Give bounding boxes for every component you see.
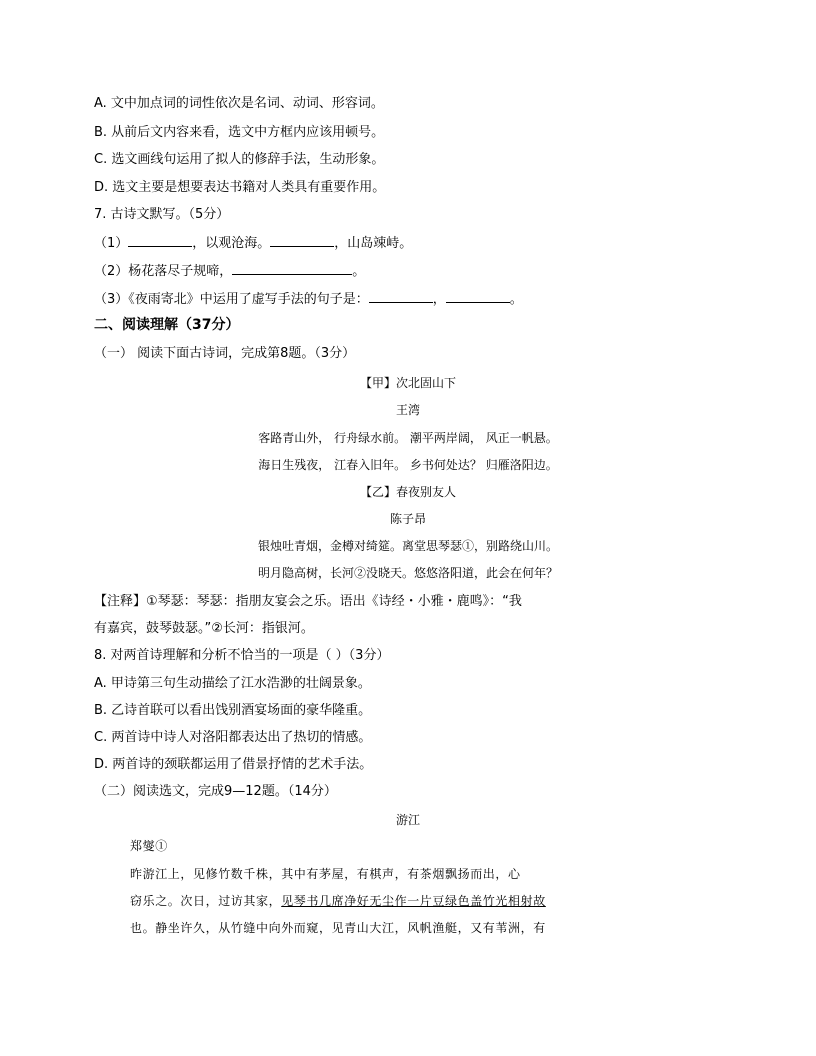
answer-blank <box>270 233 334 247</box>
q7-item-1 <box>94 233 412 253</box>
poem-jia-author: 王湾 <box>395 403 420 417</box>
q7-item2-end: 。 <box>352 264 366 279</box>
q7-item1-end: ，山岛竦峙。 <box>334 236 413 251</box>
q7-item2-prefix: （2）杨花落尽子规啼， <box>94 264 233 279</box>
answer-blank <box>232 261 352 275</box>
q7-item-3 <box>94 289 523 309</box>
q7-item3-end: 。 <box>509 292 523 307</box>
passage-author: 郑燮① <box>130 839 168 853</box>
passage-title: 游江 <box>395 813 420 827</box>
q7-item3-prefix: （3）《夜雨寄北》中运用了虚写手法的句子是： <box>94 292 369 307</box>
answer-blank <box>446 289 510 303</box>
answer-blank <box>128 233 192 247</box>
passage-line-2-start: 窃乐之。次日，过访其家， <box>130 894 282 908</box>
notes-line-1: 【注释】①琴瑟：琴瑟：指朋友宴会之乐。语出《诗经・小雅・鹿鸣》：“我 <box>94 594 522 609</box>
q8-option-c: C. 两首诗中诗人对洛阳都表达出了热切的情感。 <box>94 730 372 745</box>
q6-option-c: C. 选文画线句运用了拟人的修辞手法，生动形象。 <box>94 152 385 167</box>
passage-line-1: 昨游江上，见修竹数千株，其中有茅屋，有棋声，有茶烟飘扬而出，心 <box>130 867 521 881</box>
q8-title: 8. 对两首诗理解和分析不恰当的一项是（ ）（3分） <box>94 648 390 663</box>
q6-option-b: B. 从前后文内容来看，选文中方框内应该用顿号。 <box>94 125 385 140</box>
q6-option-d: D. 选文主要是想要表达书籍对人类具有重要作用。 <box>94 180 386 195</box>
part-2-intro: （二）阅读选文，完成9—12题。（14分） <box>94 784 337 799</box>
q8-option-a: A. 甲诗第三句生动描绘了江水浩渺的壮阔景象。 <box>94 676 371 691</box>
notes-line-2: 有嘉宾，鼓琴鼓瑟。”②长河：指银河。 <box>94 621 314 636</box>
poem-yi-line-1: 银烛吐青烟，金樽对绮筵。离堂思琴瑟①，别路绕山川。 <box>257 539 558 553</box>
passage-line-3: 也。静坐许久，从竹缝中向外而窥，见青山大江，风帆渔艇，又有苇洲，有 <box>130 921 546 935</box>
part-1-intro: （一） 阅读下面古诗词，完成第8题。（3分） <box>94 346 356 361</box>
poem-jia-title: 【甲】次北固山下 <box>359 376 456 390</box>
q8-option-d: D. 两首诗的颈联都运用了借景抒情的艺术手法。 <box>94 757 373 772</box>
q7-item1-prefix: （1） <box>94 236 129 251</box>
q7-title: 7. 古诗文默写。（5分） <box>94 207 230 222</box>
passage-line-2 <box>130 893 546 909</box>
q7-item1-mid: ，以观沧海。 <box>192 236 271 251</box>
answer-blank <box>369 289 433 303</box>
q7-item-2 <box>94 261 365 281</box>
poem-jia-line-2: 海日生残夜， 江春入旧年。 乡书何处达？ 归雁洛阳边。 <box>258 458 558 472</box>
poem-jia-line-1: 客路青山外， 行舟绿水前。 潮平两岸阔， 风正一帆悬。 <box>258 431 558 445</box>
q8-option-b: B. 乙诗首联可以看出饯别酒宴场面的豪华隆重。 <box>94 703 372 718</box>
poem-yi-author: 陈子昂 <box>389 512 426 526</box>
underlined-sentence: 见琴书几席净好无尘作一片豆绿色盖竹光相射故 <box>281 894 546 908</box>
section-2-heading: 二、阅读理解（37分） <box>94 317 240 333</box>
poem-yi-title: 【乙】春夜别友人 <box>359 485 456 499</box>
poem-yi-line-2: 明月隐高树，长河②没晓天。悠悠洛阳道，此会在何年？ <box>257 566 558 580</box>
q7-item3-mid: ， <box>432 292 446 307</box>
q6-option-a: A. 文中加点词的词性依次是名词、动词、形容词。 <box>94 96 384 111</box>
